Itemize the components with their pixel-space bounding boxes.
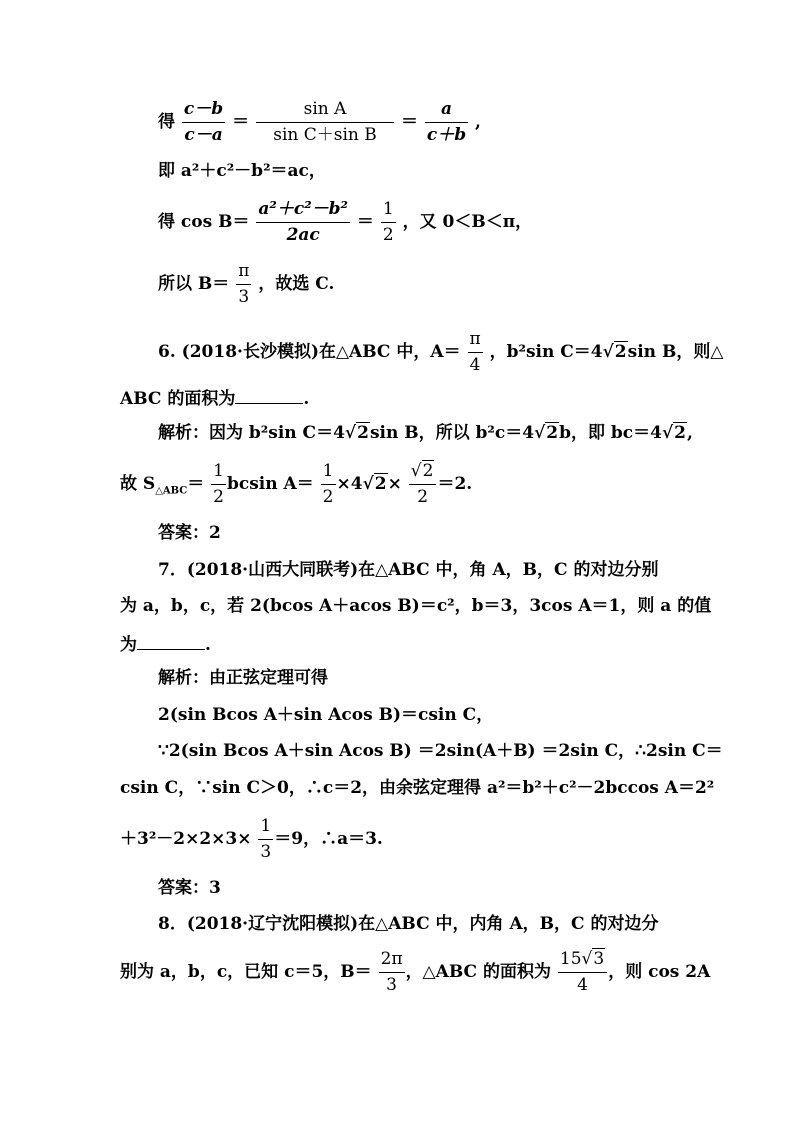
text: . <box>205 635 211 655</box>
text: ，又 0＜B＜π， <box>402 212 533 233</box>
answer-7: 答案：3 <box>158 878 221 898</box>
fraction: $\frac{1}{3}$ <box>260 816 272 862</box>
fraction: $\frac{15√3}{4}$ <box>558 950 607 995</box>
text: ＝ <box>356 212 374 233</box>
text: 为 <box>120 635 137 655</box>
text: ＝2. <box>437 474 473 495</box>
answer-6: 答案：2 <box>158 523 221 543</box>
solution-6-line-2 <box>120 462 472 507</box>
fraction: $\frac{a}{c+b}$ <box>426 99 467 145</box>
solution-7-line-4: csin C，∵sin C＞0，∴c＝2，由余弦定理得 a²＝b²＋c²－2bccos A＝2² <box>120 778 715 798</box>
fraction: $\frac{1}{2}$ <box>382 199 394 245</box>
sqrt: √2 <box>602 342 627 363</box>
sqrt: √2 <box>362 474 387 495</box>
text: bcsin A＝ <box>227 474 314 495</box>
text: . <box>303 389 310 409</box>
sqrt: √2 <box>534 423 559 443</box>
equals: ＝ <box>187 474 205 495</box>
question-7-line-1: 7．(2018·山西大同联考)在△ABC 中，角 A，B，C 的对边分别 <box>158 560 659 580</box>
fraction: $\frac{\text{sin A}}{\text{sin C＋sin B}}$ <box>256 100 394 145</box>
text: 所以 B＝ <box>158 274 230 295</box>
derivation-line-4 <box>158 262 334 307</box>
solution-7-line-3: ∵2(sin Bcos A＋sin Acos B) ＝2sin(A＋B) ＝2sin C，∴2sin C＝ <box>158 741 723 761</box>
question-6-line-2 <box>120 389 309 408</box>
text: b，即 bc＝4 <box>559 423 662 443</box>
solution-label: 解析： <box>158 668 209 688</box>
text: ，则 cos 2A <box>608 962 711 983</box>
text: sin B，则△ <box>627 342 724 363</box>
text: ，△ABC 的面积为 <box>405 962 551 983</box>
solution-7-line-2: 2(sin Bcos A＋sin Acos B)＝csin C， <box>158 705 494 725</box>
fraction: $\frac{\pi}{3}$ <box>238 261 250 307</box>
solution-label: 解析： <box>158 423 209 443</box>
fraction: $\frac{√2}{2}$ <box>409 462 437 507</box>
text: 由正弦定理可得 <box>209 668 328 688</box>
text: 别为 a，b，c，已知 c＝5，B＝ <box>120 962 372 983</box>
answer-blank <box>137 635 205 650</box>
text: sin B，所以 b²c＝4 <box>369 423 535 443</box>
fraction: $\frac{c-b}{c-a}$ <box>183 99 224 145</box>
text: ABC 的面积为 <box>120 389 236 409</box>
text: 得 <box>158 112 175 133</box>
answer-blank <box>235 389 303 404</box>
question-8-line-2 <box>120 950 710 995</box>
equals: ＝ <box>232 112 250 133</box>
sqrt: √2 <box>344 423 369 443</box>
derivation-line-2: 即 a²＋c²－b²＝ac， <box>158 161 326 181</box>
solution-6-line-1 <box>158 425 693 442</box>
text: ×4 <box>336 474 363 495</box>
derivation-line-3 <box>158 200 532 245</box>
fraction: $\frac{1}{2}$ <box>213 461 224 507</box>
fraction: $\frac{\text{a²＋c²－b²}}{2ac}$ <box>258 199 348 245</box>
text: , <box>475 112 481 133</box>
question-6-line-1 <box>158 330 723 375</box>
fraction: $\frac{2\pi}{3}$ <box>380 949 403 995</box>
question-8-line-1: 8．(2018·辽宁沈阳模拟)在△ABC 中，内角 A，B，C 的对边分 <box>158 914 659 934</box>
text: ＝9，∴a＝3. <box>274 829 383 850</box>
text: ＋3²－2×2×3× <box>120 829 252 850</box>
solution-7-line-1 <box>158 670 328 687</box>
text: × <box>387 474 402 495</box>
subscript: △ABC <box>155 485 188 497</box>
text: ，故选 C. <box>258 274 335 295</box>
sqrt: √2 <box>661 423 686 443</box>
text: 故 S <box>120 474 156 495</box>
fraction: $\frac{\pi}{4}$ <box>469 329 481 375</box>
fraction: $\frac{1}{2}$ <box>322 461 334 507</box>
equals: ＝ <box>400 112 418 133</box>
text: 因为 b²sin C＝4 <box>209 423 345 443</box>
text: ，b²sin C＝4 <box>489 342 603 363</box>
question-7-line-2: 为 a，b，c，若 2(bcos A＋acos B)＝c²，b＝3，3cos A＝1，则 a 的值 <box>120 596 712 616</box>
text: 6. (2018·长沙模拟)在△ABC 中，A＝ <box>158 342 461 363</box>
derivation-line-1 <box>158 100 481 145</box>
text: 得 cos B＝ <box>158 212 250 233</box>
solution-7-line-5 <box>120 817 383 862</box>
text: , <box>687 423 693 443</box>
question-7-line-3 <box>120 635 211 654</box>
